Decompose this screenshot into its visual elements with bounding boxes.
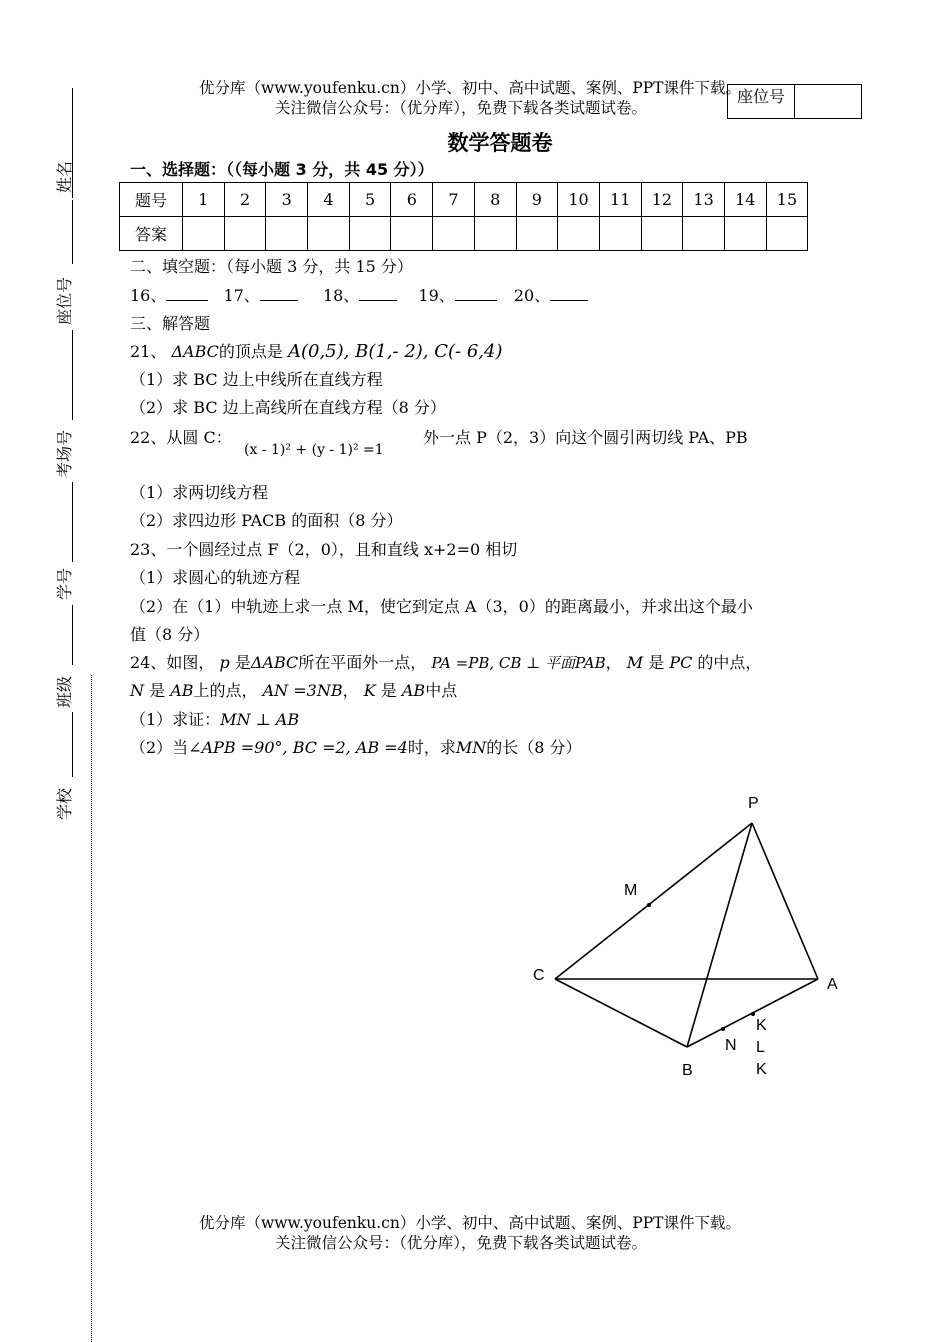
sidebar-seat-label: 座位号: [55, 276, 74, 325]
answer-cell[interactable]: [474, 217, 516, 251]
table-cell: 11: [599, 183, 641, 217]
page-title: 数学答题卷: [447, 131, 553, 155]
sidebar-line-room: [72, 330, 73, 420]
q24-m: M: [626, 653, 644, 672]
q22-part-1: （1）求两切线方程: [130, 483, 269, 502]
table-cell: 7: [433, 183, 475, 217]
edge-cb: [555, 979, 687, 1047]
table-cell: 8: [474, 183, 516, 217]
sidebar-school-label: 学校: [55, 787, 74, 820]
sidebar-line-school: [72, 712, 73, 777]
table-cell: 10: [558, 183, 600, 217]
q24-text: 是: [380, 681, 397, 700]
blank-label-17: 17、: [223, 286, 260, 305]
answer-cell[interactable]: [349, 217, 391, 251]
q23-part-2-cont: 值（8 分）: [130, 625, 210, 644]
q24-text: 的中点，: [697, 653, 762, 672]
header-line-1: 优分库（www.youfenku.cn）小学、初中、高中试题、案例、PPT课件下载。: [199, 79, 742, 97]
q24-p1-math: MN ⊥ AB: [220, 710, 300, 729]
q24-p2-text: 的长（8 分）: [486, 738, 582, 757]
q21-part-1: （1）求 BC 边上中线所在直线方程: [130, 370, 383, 389]
q24-p: p: [219, 653, 230, 672]
blank-19[interactable]: [455, 284, 497, 301]
q24-text: 中点: [425, 681, 458, 700]
label-k: K: [756, 1061, 767, 1078]
answer-cell[interactable]: [516, 217, 558, 251]
q24-p2-mn: MN: [455, 738, 487, 757]
answer-table: [119, 182, 808, 251]
label-c: C: [533, 967, 545, 984]
q24-text: ，: [342, 681, 359, 700]
q24-n: N: [130, 681, 144, 700]
point-m: [647, 903, 651, 907]
answer-cell[interactable]: [641, 217, 683, 251]
answer-cell[interactable]: [558, 217, 600, 251]
q24-text: 是: [149, 681, 166, 700]
q24-p2-math: ∠APB =90°, BC =2, AB =4: [188, 738, 408, 757]
sidebar-class-label: 班级: [55, 675, 74, 708]
row-header-answer: 答案: [120, 217, 183, 251]
blank-label-16: 16、: [130, 286, 167, 305]
table-cell: 12: [641, 183, 683, 217]
answer-cell[interactable]: [433, 217, 475, 251]
edge-pc: [555, 823, 752, 979]
answer-cell[interactable]: [599, 217, 641, 251]
answer-cell[interactable]: [391, 217, 433, 251]
question-24-line-1: [130, 649, 761, 677]
q24-p2-text: （2）当: [130, 738, 189, 757]
section-3-heading: 三、解答题: [130, 314, 211, 333]
table-cell: 6: [391, 183, 433, 217]
blank-label-19: 19、: [418, 286, 455, 305]
label-k: K: [756, 1017, 767, 1034]
sidebar-line-seat: [72, 200, 73, 264]
blank-17[interactable]: [260, 284, 298, 301]
question-23: 23、一个圆经过点 F（2，0），且和直线 x+2=0 相切: [130, 540, 518, 559]
section-1-heading: 一、选择题：（（每小题 3 分，共 45 分））: [130, 160, 434, 179]
seat-number-box[interactable]: [727, 84, 862, 119]
point-k: [751, 1012, 755, 1016]
answer-cell[interactable]: [183, 217, 225, 251]
q22-suffix: 外一点 P（2，3）向这个圆引两切线 PA、PB: [423, 428, 748, 447]
table-cell: 1: [183, 183, 225, 217]
label-a: A: [827, 976, 838, 993]
table-cell: 9: [516, 183, 558, 217]
row-header-question: 题号: [120, 183, 183, 217]
q24-an: AN =3NB: [262, 681, 343, 700]
question-24-line-2: [130, 677, 457, 705]
answer-cell[interactable]: [308, 217, 350, 251]
point-n: [721, 1027, 725, 1031]
blank-label-18: 18、: [322, 286, 360, 305]
q21-number: 21、: [130, 342, 167, 361]
answer-cell[interactable]: [766, 217, 808, 251]
table-row-answers: [120, 217, 808, 251]
q24-text: 是: [648, 653, 665, 672]
q24-condition: PA =PB, CB ⊥ 平面PAB: [431, 654, 606, 672]
q24-p1-text: （1）求证：: [130, 710, 221, 729]
q21-triangle: ΔABC: [171, 342, 219, 361]
edge-pa: [752, 823, 818, 979]
q22-part-2: （2）求四边形 PACB 的面积（8 分）: [130, 511, 403, 530]
q24-text: 上的点，: [193, 681, 258, 700]
q24-p2-text: 时，求: [407, 738, 456, 757]
q24-part-1: [130, 706, 299, 734]
q21-text: 的顶点是: [218, 342, 283, 361]
q24-pc: PC: [669, 653, 693, 672]
q24-part-2: [130, 734, 582, 762]
sidebar-line-id: [72, 482, 73, 562]
sidebar-room-label: 考场号: [55, 429, 74, 478]
edge-pb: [687, 823, 752, 1047]
q24-k: K: [363, 681, 376, 700]
label-n: N: [725, 1037, 737, 1054]
blank-18[interactable]: [359, 284, 397, 301]
label-l: L: [756, 1039, 765, 1056]
label-m: M: [624, 882, 638, 899]
q23-part-2: （2）在（1）中轨迹上求一点 M，使它到定点 A（3，0）的距离最小，并求出这个最小: [130, 597, 753, 616]
seat-number-label: 座位号: [728, 85, 795, 118]
q22-equation: (x - 1)² + (y - 1)² =1: [244, 442, 384, 458]
table-cell: 3: [266, 183, 308, 217]
table-cell: 13: [683, 183, 725, 217]
q24-ab: AB: [401, 681, 426, 700]
question-21: [130, 338, 503, 366]
section-2-heading: 二、填空题：（每小题 3 分，共 15 分）: [130, 257, 413, 276]
blank-20[interactable]: [550, 284, 588, 301]
answer-cell[interactable]: [724, 217, 766, 251]
geometry-figure: [520, 785, 860, 1085]
table-row-numbers: [120, 183, 808, 217]
q24-text: 所在平面外一点，: [298, 653, 427, 672]
q24-text: 是: [234, 653, 251, 672]
cut-line: [91, 675, 92, 1342]
footer-line-1: 优分库（www.youfenku.cn）小学、初中、高中试题、案例、PPT课件下载。: [199, 1214, 742, 1232]
fill-blanks-row: [130, 282, 588, 310]
q21-part-2: （2）求 BC 边上高线所在直线方程（8 分）: [130, 398, 446, 417]
label-p: P: [748, 795, 759, 812]
answer-cell[interactable]: [224, 217, 266, 251]
q21-points: A(0,5), B(1,- 2), C(- 6,4): [287, 341, 503, 362]
answer-cell[interactable]: [683, 217, 725, 251]
blank-label-20: 20、: [513, 286, 551, 305]
label-b: B: [682, 1062, 693, 1079]
q24-triangle: ΔABC: [250, 653, 299, 672]
q22-prefix: 22、从圆 C：: [130, 428, 232, 447]
q24-text: ，: [605, 653, 622, 672]
q24-ab: AB: [170, 681, 194, 700]
table-cell: 4: [308, 183, 350, 217]
q24-number: 24、如图，: [130, 653, 215, 672]
footer-line-2: 关注微信公众号：（优分库），免费下载各类试题试卷。: [275, 1234, 648, 1252]
sidebar-id-label: 学号: [55, 567, 74, 600]
sidebar-name-label: 姓名: [55, 160, 74, 193]
answer-cell[interactable]: [266, 217, 308, 251]
header-line-2: 关注微信公众号：（优分库），免费下载各类试题试卷。: [275, 99, 648, 117]
table-cell: 14: [724, 183, 766, 217]
table-cell: 2: [224, 183, 266, 217]
table-cell: 5: [349, 183, 391, 217]
blank-16[interactable]: [166, 284, 208, 301]
sidebar-line-class: [72, 605, 73, 665]
table-cell: 15: [766, 183, 808, 217]
q23-part-1: （1）求圆心的轨迹方程: [130, 568, 301, 587]
